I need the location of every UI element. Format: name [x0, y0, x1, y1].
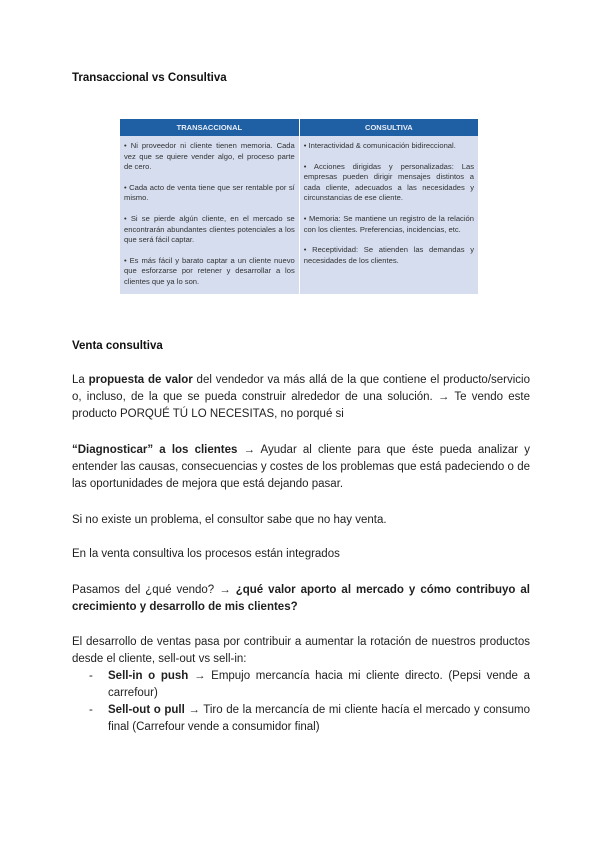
list-item-sell-in: - Sell-in o push → Empujo mercancía hacia mi cliente directo. (Pepsi vende a carrefour)	[89, 670, 530, 699]
list-item: • Si se pierde algún cliente, en el mercado se encontrarán abundantes clientes potenciales a los que será fácil captar.	[124, 213, 295, 245]
bold-term: propuesta de valor	[88, 374, 193, 386]
bold-term: ¿qué valor aporto al mercado y cómo contribuyo al crecimiento y desarrollo de mis clientes?	[72, 584, 530, 613]
dash-bullet-icon: -	[89, 704, 93, 716]
section-title-venta-consultiva: Venta consultiva	[72, 340, 163, 352]
paragraph-que-vendo: Pasamos del ¿qué vendo? → ¿qué valor aporto al mercado y cómo contribuyo al crecimiento y desarrollo de mis clientes?	[72, 584, 530, 613]
paragraph-no-problema: Si no existe un problema, el consultor sabe que no hay venta.	[72, 514, 387, 526]
list-item: • Es más fácil y barato captar a un cliente nuevo que esforzarse por retener y desarrollar a los clientes que ya lo son.	[124, 255, 295, 286]
sell-in-sell-out-list	[72, 668, 530, 736]
table-cell-consultiva	[299, 136, 478, 294]
paragraph-procesos-integrados: En la venta consultiva los procesos están integrados	[72, 548, 340, 560]
list-item-sell-out: - Sell-out o pull → Tiro de la mercancía de mi cliente hacía el mercado y consumo final (Carrefour vende a consumidor final)	[89, 704, 530, 733]
table-header-transaccional: TRANSACCIONAL	[120, 119, 299, 136]
list-item: • Interactividad & comunicación bidireccional.	[303, 141, 456, 150]
bold-term: Sell-in o push	[108, 670, 189, 682]
section-title-transaccional-vs-consultiva: Transaccional vs Consultiva	[72, 72, 227, 84]
paragraph-diagnosticar: “Diagnosticar” a los clientes → Ayudar al cliente para que éste pueda analizar y entender las causas, consecuencias y costes de los problemas que está padeciendo o de las oportunidades de mejora que está dejando pasar.	[72, 444, 530, 490]
table-header-consultiva: CONSULTIVA	[299, 119, 478, 136]
list-item: • Receptividad: Se atienden las demandas y necesidades de los clientes.	[303, 245, 474, 265]
list-item: • Ni proveedor ni cliente tienen memoria. Cada vez que se quiere vender algo, el proceso parte de cero.	[124, 141, 295, 172]
list-item: • Acciones dirigidas y personalizadas: Las empresas pueden dirigir mensajes distintos a cada cliente, adecuados a las necesidades y circunstancias de ese cliente.	[303, 161, 474, 203]
list-item: • Memoria: Se mantiene un registro de la relación con los clientes. Preferencias, incidencias, etc.	[303, 213, 474, 234]
dash-bullet-icon: -	[89, 670, 93, 682]
bold-term: “Diagnosticar” a los clientes	[72, 444, 238, 456]
table-cell-transaccional	[120, 136, 299, 294]
list-item: • Cada acto de venta tiene que ser rentable por sí mismo.	[124, 182, 295, 203]
paragraph-desarrollo-ventas: El desarrollo de ventas pasa por contribuir a aumentar la rotación de nuestros productos desde el cliente, sell-out vs sell-in:	[72, 636, 530, 665]
paragraph-propuesta-de-valor: La propuesta de valor del vendedor va más allá de la que contiene el producto/servicio o, incluso, de la que se pueda construir alrededor de una solución. → Te vendo este producto PORQUÉ TÚ LO NECESITAS, no porqué si	[72, 374, 530, 420]
comparison-table	[120, 119, 479, 294]
bold-term: Sell-out o pull	[108, 704, 185, 716]
